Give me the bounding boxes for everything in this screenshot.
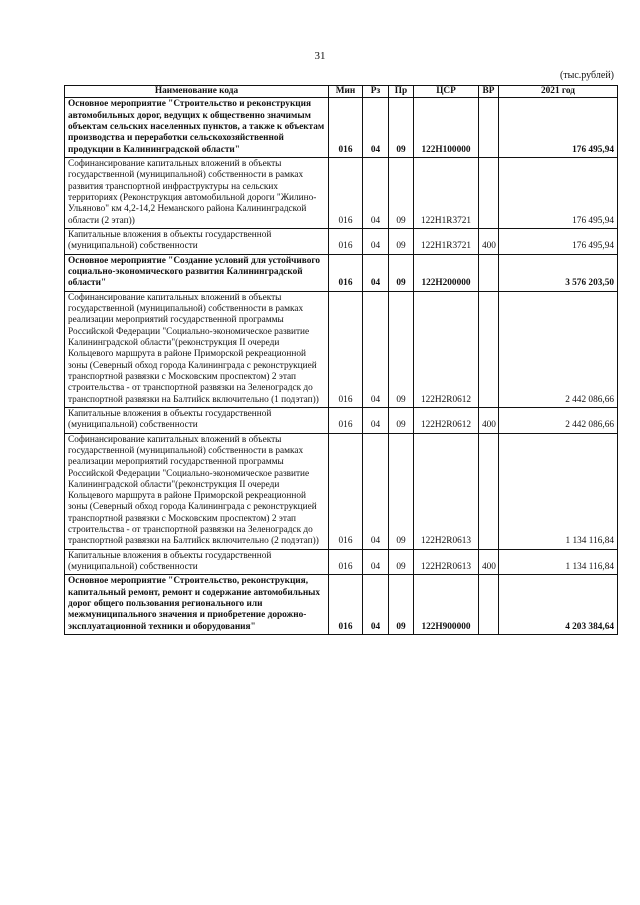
row-amount: 1 134 116,84 — [499, 433, 618, 549]
row-pr: 09 — [389, 291, 414, 407]
row-min: 016 — [329, 254, 363, 291]
row-vr — [479, 433, 499, 549]
row-pr: 09 — [389, 549, 414, 575]
row-rz: 04 — [363, 254, 389, 291]
row-rz: 04 — [363, 157, 389, 228]
row-vr: 400 — [479, 407, 499, 433]
table-row — [65, 407, 618, 433]
header-amount: 2021 год — [499, 86, 618, 98]
row-vr — [479, 575, 499, 635]
row-csr: 122H2R0612 — [414, 291, 479, 407]
row-vr — [479, 98, 499, 158]
row-pr: 09 — [389, 407, 414, 433]
row-vr: 400 — [479, 228, 499, 254]
row-amount: 176 495,94 — [499, 228, 618, 254]
row-amount: 2 442 086,66 — [499, 407, 618, 433]
row-rz: 04 — [363, 433, 389, 549]
table-row — [65, 575, 618, 635]
row-min: 016 — [329, 291, 363, 407]
row-name: Основное мероприятие "Создание условий для устойчивого социально-экономического развития Калининградской области" — [65, 254, 329, 291]
row-min: 016 — [329, 98, 363, 158]
row-name: Софинансирование капитальных вложений в объекты государственной (муниципальной) собственности в рамках развития транспортной инфраструктуры на сельских территориях (Реконструкция автомобильной дороги "Жилино-Ульяново" км 4,2-14,2 Неманского района Калининградской области (2 этап)) — [65, 157, 329, 228]
row-csr: 122H2R0613 — [414, 433, 479, 549]
header-pr: Пр — [389, 86, 414, 98]
row-vr: 400 — [479, 549, 499, 575]
row-csr: 122H2R0612 — [414, 407, 479, 433]
table-row — [65, 254, 618, 291]
row-min: 016 — [329, 407, 363, 433]
row-rz: 04 — [363, 98, 389, 158]
row-rz: 04 — [363, 228, 389, 254]
table-row — [65, 157, 618, 228]
header-csr: ЦСР — [414, 86, 479, 98]
table-row — [65, 549, 618, 575]
row-pr: 09 — [389, 433, 414, 549]
row-name: Капитальные вложения в объекты государственной (муниципальной) собственности — [65, 228, 329, 254]
row-vr — [479, 254, 499, 291]
row-min: 016 — [329, 157, 363, 228]
row-pr: 09 — [389, 157, 414, 228]
row-name: Основное мероприятие "Строительство и реконструкция автомобильных дорог, ведущих к общественно значимым объектам сельских населенных пунктов, а также к объектам производства и переработки сельскохозяйственной продукции в Калининградской области" — [65, 98, 329, 158]
header-vr: ВР — [479, 86, 499, 98]
budget-table — [64, 85, 618, 635]
row-name: Капитальные вложения в объекты государственной (муниципальной) собственности — [65, 407, 329, 433]
row-name: Софинансирование капитальных вложений в объекты государственной (муниципальной) собственности в рамках реализации мероприятий государственной программы Российской Федерации "Социально-экономическое развитие Калининградской области"(реконструкция II очереди Кольцевого маршрута в районе Приморской рекреационной зоны (Северный обход города Калининграда с реконструкцией транспортной развязки с Московским проспектом) 2 этап строительства - от транспортной развязки на Зеленоградск до транспортной развязки на Балтийск включительно (2 подэтап)) — [65, 433, 329, 549]
row-rz: 04 — [363, 291, 389, 407]
header-rz: Рз — [363, 86, 389, 98]
row-pr: 09 — [389, 254, 414, 291]
table-row — [65, 433, 618, 549]
table-row — [65, 228, 618, 254]
row-name: Основное мероприятие "Строительство, реконструкция, капитальный ремонт, ремонт и содержание автомобильных дорог общего пользования регионального или межмуниципального значения и приобретение дорожно-эксплуатационной техники и оборудования" — [65, 575, 329, 635]
row-rz: 04 — [363, 575, 389, 635]
row-min: 016 — [329, 228, 363, 254]
row-amount: 3 576 203,50 — [499, 254, 618, 291]
row-vr — [479, 291, 499, 407]
row-min: 016 — [329, 575, 363, 635]
table-row — [65, 98, 618, 158]
row-amount: 4 203 384,64 — [499, 575, 618, 635]
row-csr: 122H200000 — [414, 254, 479, 291]
header-row — [65, 86, 618, 98]
row-pr: 09 — [389, 98, 414, 158]
page-number: 31 — [314, 50, 326, 62]
row-min: 016 — [329, 433, 363, 549]
row-csr: 122H1R3721 — [414, 157, 479, 228]
row-name: Софинансирование капитальных вложений в объекты государственной (муниципальной) собственности в рамках реализации мероприятий государственной программы Российской Федерации "Социально-экономическое развитие Калининградской области"(реконструкция II очереди Кольцевого маршрута в районе Приморской рекреационной зоны (Северный обход города Калининграда с реконструкцией транспортной развязки с Московским проспектом) 2 этап строительства - от транспортной развязки на Зеленоградск до транспортной развязки на Балтийск включительно (1 подэтап)) — [65, 291, 329, 407]
row-name: Капитальные вложения в объекты государственной (муниципальной) собственности — [65, 549, 329, 575]
row-csr: 122H900000 — [414, 575, 479, 635]
row-csr: 122H1R3721 — [414, 228, 479, 254]
row-min: 016 — [329, 549, 363, 575]
row-pr: 09 — [389, 575, 414, 635]
table-row — [65, 291, 618, 407]
header-name: Наименование кода — [65, 86, 329, 98]
units-label: (тыс.рублей) — [559, 70, 614, 81]
header-min: Мин — [329, 86, 363, 98]
row-amount: 176 495,94 — [499, 157, 618, 228]
row-csr: 122H100000 — [414, 98, 479, 158]
row-vr — [479, 157, 499, 228]
row-pr: 09 — [389, 228, 414, 254]
row-amount: 176 495,94 — [499, 98, 618, 158]
row-rz: 04 — [363, 549, 389, 575]
row-amount: 2 442 086,66 — [499, 291, 618, 407]
row-amount: 1 134 116,84 — [499, 549, 618, 575]
row-csr: 122H2R0613 — [414, 549, 479, 575]
row-rz: 04 — [363, 407, 389, 433]
